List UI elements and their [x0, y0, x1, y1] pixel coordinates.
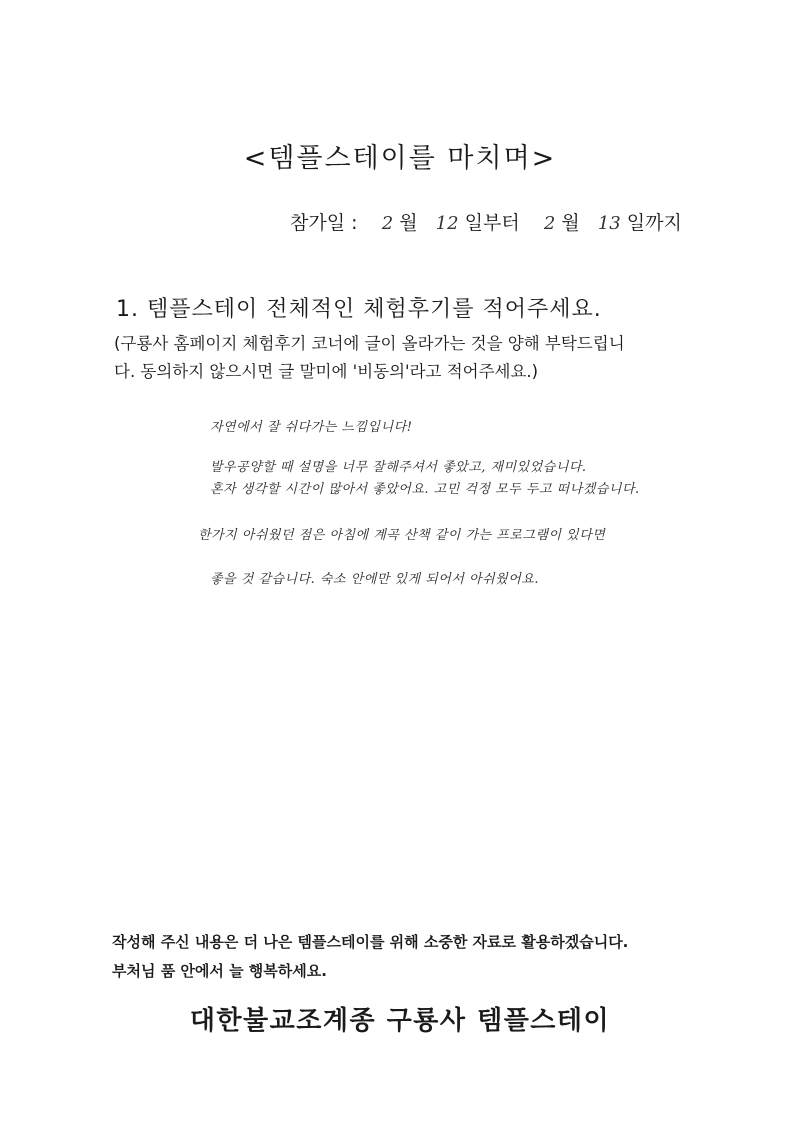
- closing-line: 작성해 주신 내용은 더 나은 템플스테이를 위해 소중한 자료로 활용하겠습니다.: [112, 933, 629, 951]
- organization-name: 대한불교조계종 구룡사 템플스테이: [189, 1006, 611, 1036]
- until-text: 일까지: [626, 212, 682, 234]
- end-month-value: 2: [543, 213, 556, 234]
- page-title: <템플스테이를 마치며>: [243, 143, 557, 174]
- handwritten-answer-line: 발우공양할 때 설명을 너무 잘해주셔서 좋았고, 재미있었습니다.: [210, 460, 587, 475]
- question-note-line: (구룡사 홈페이지 체험후기 코너에 글이 올라가는 것을 양해 부탁드립니: [114, 334, 625, 353]
- handwritten-answer-line: 한가지 아쉬웠던 점은 아침에 계곡 산책 같이 가는 프로그램이 있다면: [198, 528, 606, 543]
- month-unit: 월: [561, 212, 580, 234]
- closing-message: [112, 928, 628, 986]
- from-text: 일부터: [464, 212, 520, 234]
- handwritten-answer-line: 좋을 것 같습니다. 숙소 안에만 있게 되어서 아쉬웠어요.: [210, 572, 539, 587]
- closing-line: 부처님 품 안에서 늘 행복하세요.: [112, 962, 327, 980]
- start-day-value: 12: [435, 213, 459, 234]
- start-month-value: 2: [381, 213, 394, 234]
- question-note-line: 다. 동의하지 않으시면 글 말미에 '비동의'라고 적어주세요.): [114, 362, 539, 381]
- month-unit: 월: [399, 212, 418, 234]
- question-heading: 1. 템플스테이 전체적인 체험후기를 적어주세요.: [116, 297, 602, 322]
- participation-date-row: [290, 208, 682, 235]
- participation-label: 참가일 :: [290, 212, 358, 234]
- handwritten-answer-line: 혼자 생각할 시간이 많아서 좋았어요. 고민 걱정 모두 두고 떠나겠습니다.: [210, 482, 640, 497]
- question-note: [114, 330, 694, 386]
- end-day-value: 13: [597, 213, 621, 234]
- handwritten-answer-line: 자연에서 잘 쉬다가는 느낌입니다!: [210, 420, 413, 435]
